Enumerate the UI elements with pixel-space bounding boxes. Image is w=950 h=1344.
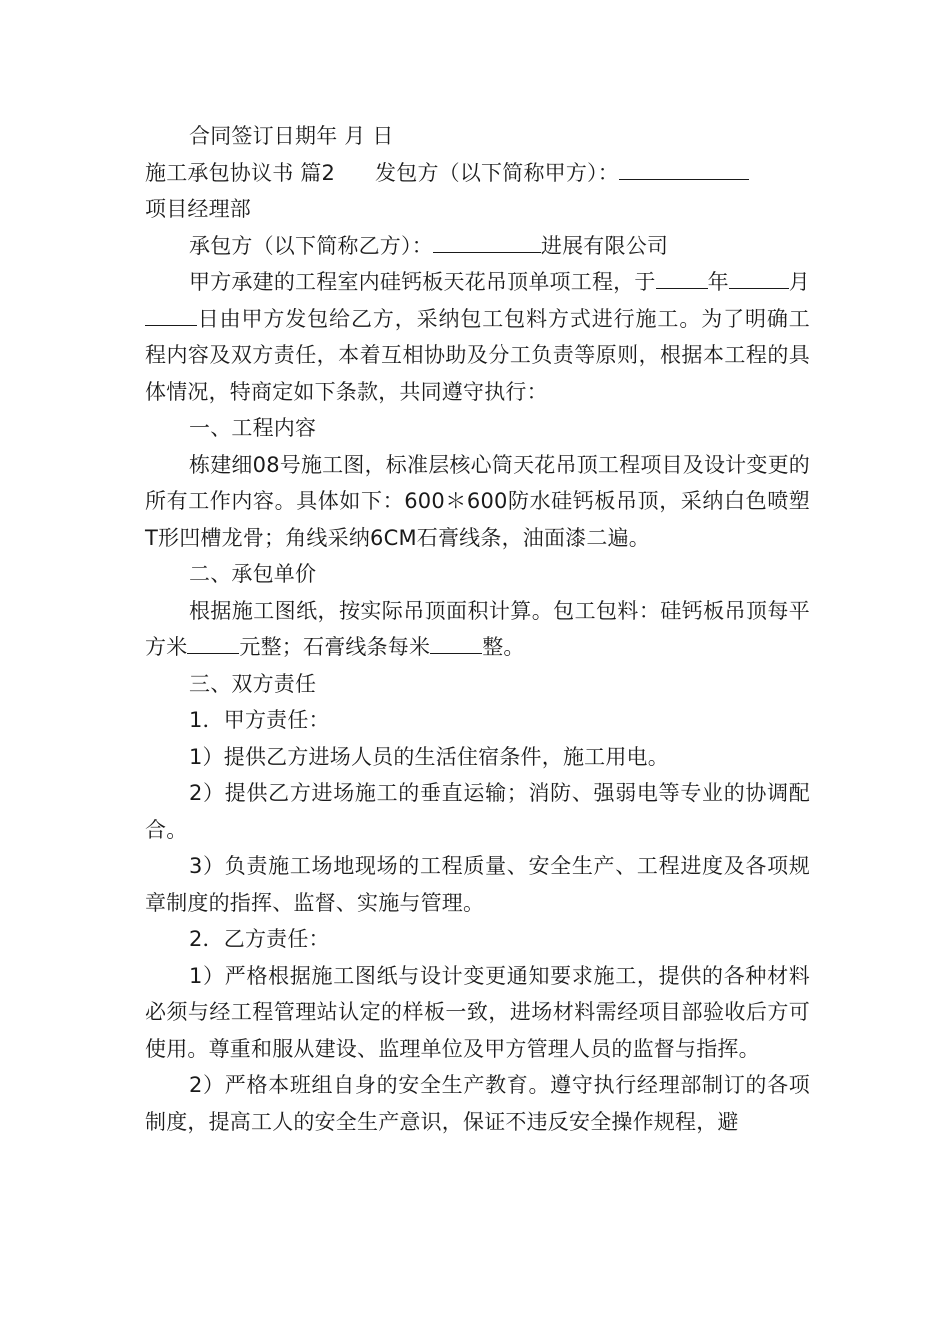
section-3-title-text: 三、双方责任: [189, 671, 317, 696]
intro-text-1: 甲方承建的工程室内硅钙板天花吊顶单项工程，于: [189, 270, 656, 294]
intro-paragraph: [145, 264, 810, 410]
section-2-title: [145, 556, 810, 593]
party-b-resp-1-text: 1）严格根据施工图纸与设计变更通知要求施工，提供的各种材料必须与经工程管理站认定的样板一致，进场材料需经项目部验收后方可使用。尊重和服从建设、监理单位及甲方管理人员的监督与指挥。: [145, 963, 810, 1061]
section-2-text-2: 元整；石膏线条每米: [239, 635, 431, 659]
month-blank-a[interactable]: [729, 266, 761, 289]
party-b-resp-title-text: 2．乙方责任：: [189, 927, 330, 951]
intro-text-2: 日由甲方发包给乙方，采纳包工包料方式进行施工。为了明确工程内容及双方责任，本着互相协助及分工负责等原则，根据本工程的具体情况，特商定如下条款，共同遵守执行：: [145, 306, 810, 404]
day-blank[interactable]: [145, 303, 197, 326]
section-1-body: [145, 447, 810, 557]
party-a-resp-3-text: 3）负责施工场地现场的工程质量、安全生产、工程进度及各项规章制度的指挥、监督、实施与管理。: [145, 854, 810, 915]
year-blank[interactable]: [656, 266, 708, 289]
section-2-text-1: 根据施工图纸，按实际吊顶面积计算。包工包料：硅钙板吊顶每平方米: [145, 598, 810, 659]
party-b-line: [145, 228, 810, 265]
section-1-title-text: 一、工程内容: [189, 416, 317, 440]
party-a-resp-item-1: [145, 739, 810, 776]
section-1-body-text: 栋建细08号施工图，标准层核心筒天花吊顶工程项目及设计变更的所有工作内容。具体如下：600＊600防水硅钙板吊顶，采纳白色喷塑T形凹槽龙骨；角线采纳6CM石膏线条，油面漆二遍。: [145, 452, 810, 550]
intro-year-label: 年: [707, 270, 729, 294]
party-a-suffix-line: [145, 191, 810, 228]
unit-price-blank[interactable]: [187, 631, 239, 654]
month-blank-b[interactable]: [761, 266, 789, 289]
section-2-body: [145, 593, 810, 666]
molding-price-blank[interactable]: [430, 631, 482, 654]
section-2-title-text: 二、承包单价: [189, 562, 317, 586]
party-b-resp-2-text: 2）严格本班组自身的安全生产教育。遵守执行经理部制订的各项制度，提高工人的安全生产意识，保证不违反安全操作规程，避: [145, 1073, 810, 1134]
party-a-resp-title: [145, 702, 810, 739]
party-a-resp-1-text: 1）提供乙方进场人员的生活住宿条件，施工用电。: [189, 744, 669, 769]
title-line: [145, 155, 810, 192]
party-a-resp-item-3: [145, 848, 810, 921]
party-a-suffix: 项目经理部: [145, 197, 251, 221]
signing-date-text: 合同签订日期年 月 日: [189, 124, 394, 148]
party-a-resp-title-text: 1．甲方责任：: [189, 708, 330, 732]
signing-date-line: [145, 118, 810, 155]
party-b-resp-title: [145, 921, 810, 958]
party-b-suffix: 进展有限公司: [540, 233, 669, 258]
party-a-resp-item-2: [145, 775, 810, 848]
intro-month-label: 月: [788, 270, 811, 294]
section-1-title: [145, 410, 810, 447]
document-body: [145, 118, 810, 1140]
party-b-blank[interactable]: [433, 230, 541, 253]
party-b-resp-item-2: [145, 1067, 810, 1140]
section-3-title: [145, 666, 810, 703]
party-b-label: 承包方（以下简称乙方）：: [189, 233, 433, 258]
party-b-resp-item-1: [145, 958, 810, 1068]
party-a-label: 发包方（以下简称甲方）：: [375, 160, 619, 185]
document-title: 施工承包协议书 篇2: [145, 160, 336, 185]
party-a-resp-2-text: 2）提供乙方进场施工的垂直运输；消防、强弱电等专业的协调配合。: [145, 781, 810, 842]
party-a-blank[interactable]: [619, 157, 749, 180]
section-2-text-3: 整。: [482, 635, 525, 659]
